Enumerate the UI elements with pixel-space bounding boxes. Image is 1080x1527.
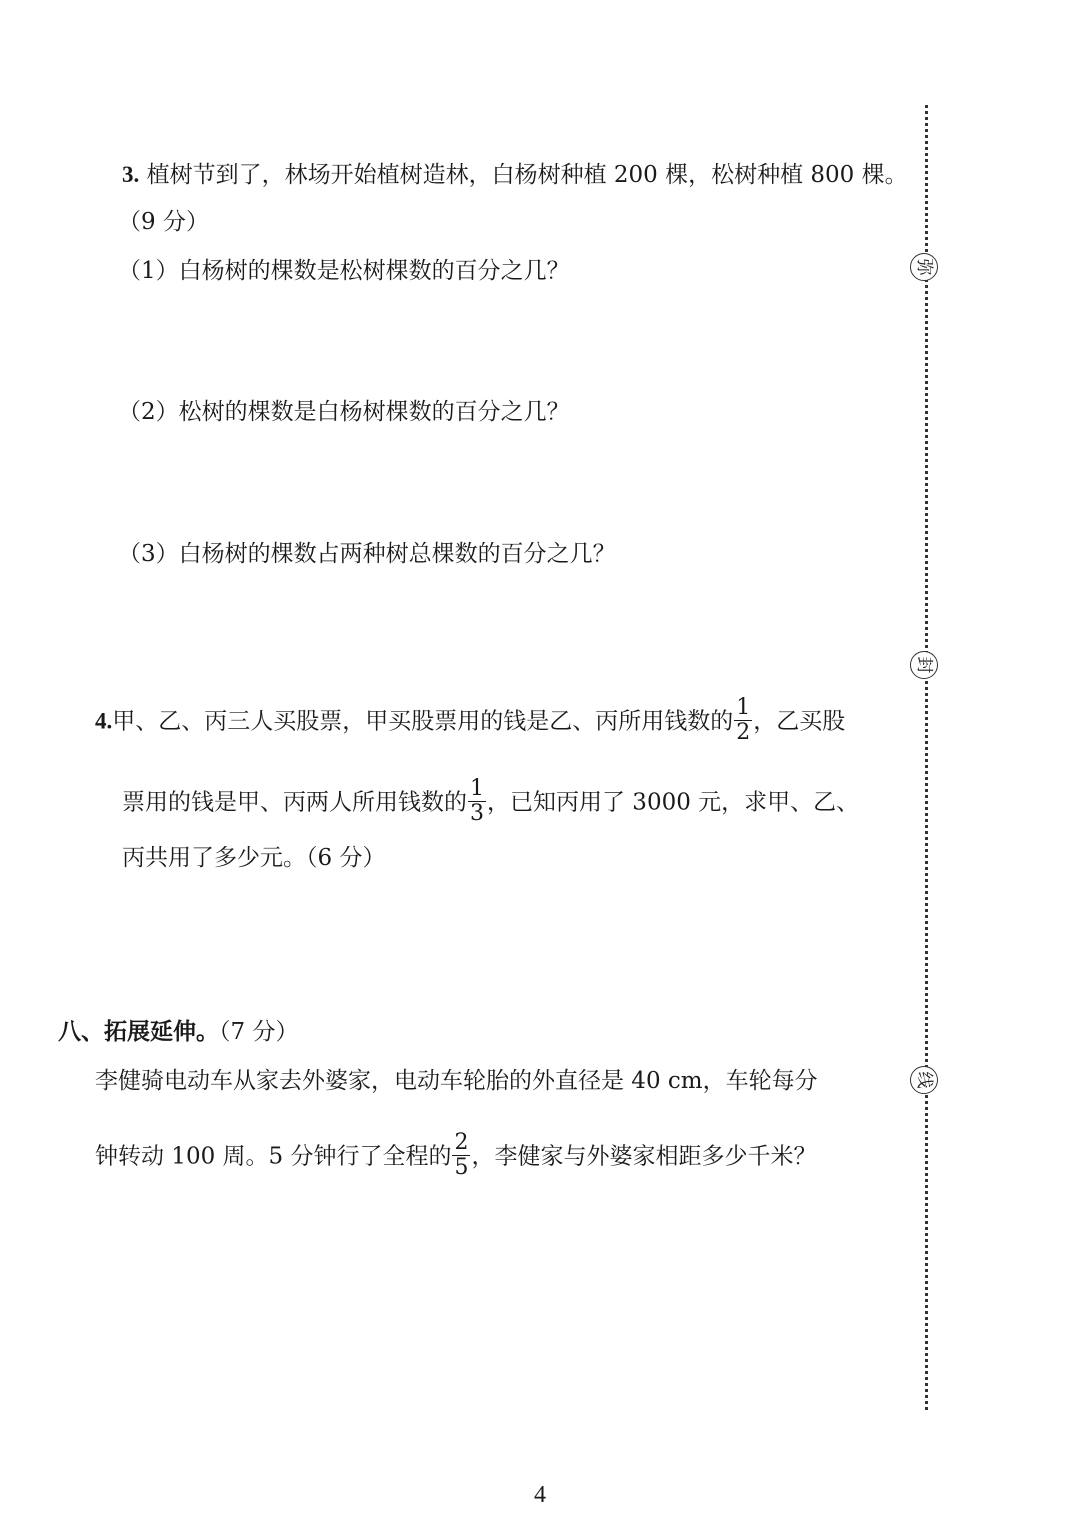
q3-part-1: （1）白杨树的棵数是松树棵数的百分之几？ [118,258,570,284]
q4-fraction-2 [468,777,486,826]
q4-fraction-1-numerator: 1 [736,695,751,720]
q4-fraction-1-denominator: 2 [736,720,751,745]
q4-fraction-2-numerator: 1 [470,776,484,801]
q4-line-2-text-b: ，已知丙用了 3000 元，求甲、乙、 [487,789,860,816]
page-number: 4 [534,1482,546,1508]
section8-line-2-text-a: 钟转动 100 周。5 分钟行了全程的 [95,1143,452,1170]
q4-line-2-text-a: 票用的钱是甲、丙两人所用钱数的 [122,789,467,816]
section8-line-2-text-b: ，李健家与外婆家相距多少千米？ [471,1143,817,1170]
seal-mark-feng: 封 [910,651,938,679]
section8-heading [58,1017,298,1047]
q4-line-1 [95,695,846,747]
binding-dotted-line [925,105,928,1410]
section8-line-2 [95,1130,817,1182]
q4-number: 4. [95,708,113,734]
q4-fraction-1 [734,696,752,745]
seal-mark-mi: 弥 [910,253,938,281]
q4-line-3: 丙共用了多少元。（6 分） [122,845,386,871]
q3-points: （9 分） [118,209,209,235]
q4-line-2 [122,776,860,828]
section8-title: 八、拓展延伸。 [58,1019,219,1045]
q4-fraction-2-denominator: 3 [470,801,484,826]
q4-line-1-text-a: 甲、乙、丙三人买股票，甲买股票用的钱是乙、丙所用钱数的 [112,708,734,735]
q3-stem [122,160,908,190]
section8-fraction-denominator: 5 [454,1155,469,1180]
q4-line-1-text-b: ，乙买股 [753,708,846,735]
q3-part-3: （3）白杨树的棵数占两种树总棵数的百分之几？ [118,541,616,567]
section8-fraction-numerator: 2 [454,1130,469,1155]
section8-fraction [452,1131,470,1180]
q3-number: 3. [122,162,140,187]
seal-mark-xian: 线 [910,1066,938,1094]
section8-line-1: 李健骑电动车从家去外婆家，电动车轮胎的外直径是 40 cm，车轮每分 [95,1068,818,1094]
q3-part-2: （2）松树的棵数是白杨树棵数的百分之几？ [118,399,570,425]
q3-stem-text: 植树节到了，林场开始植树造林，白杨树种植 200 棵，松树种植 800 棵。 [146,162,908,188]
section8-points: （7 分） [219,1019,299,1045]
